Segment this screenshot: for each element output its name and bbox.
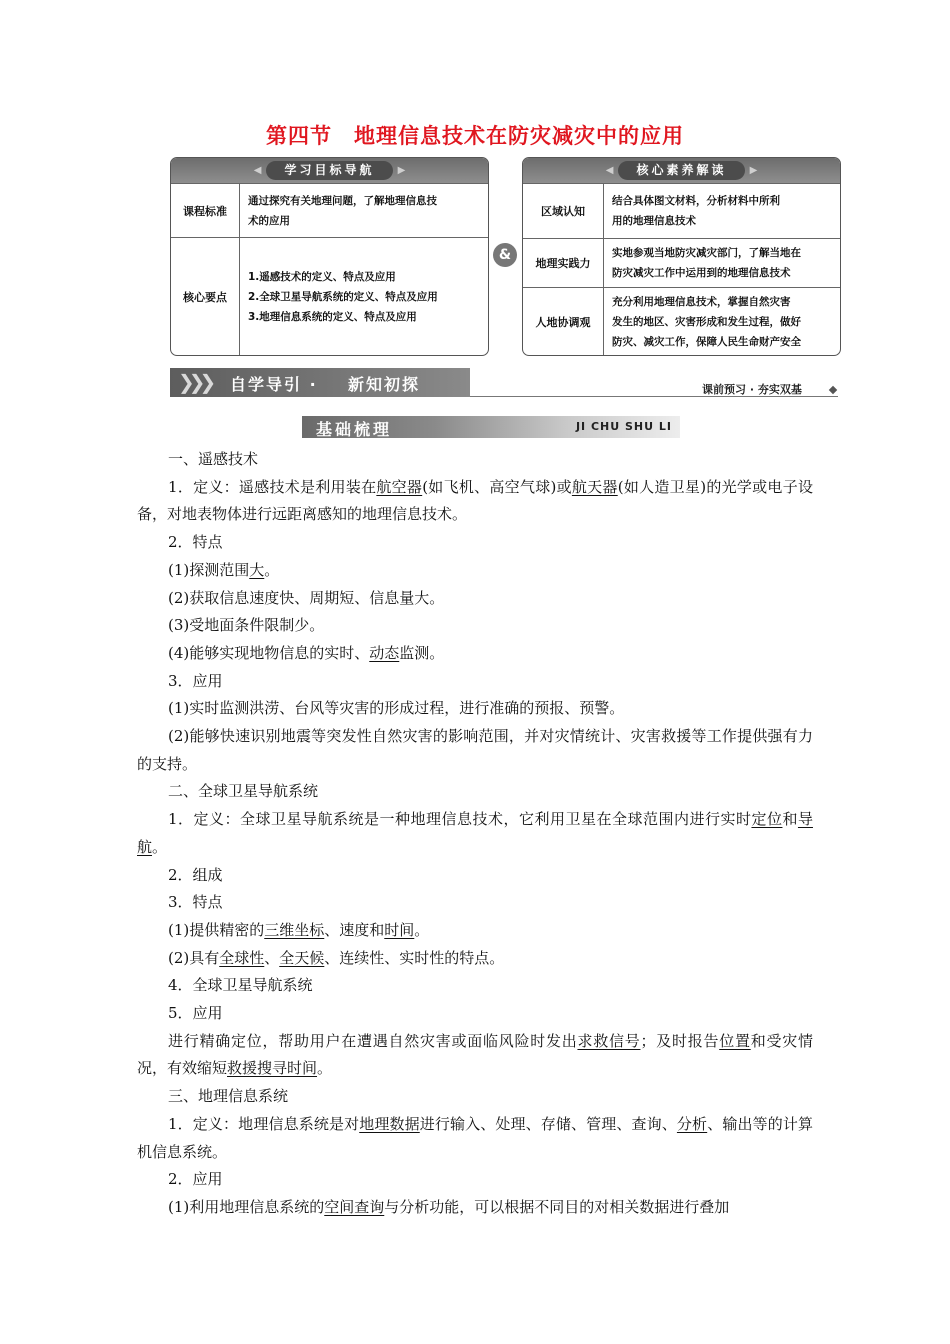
row-value — [604, 288, 840, 356]
row-line: 结合具体图文材料，分析材料中所利 — [612, 195, 780, 207]
row-line: 发生的地区、灾害形成和发生过程，做好 — [612, 316, 801, 328]
row-value — [604, 239, 840, 287]
row-line: 术的应用 — [248, 214, 290, 227]
answer-blank: 三维坐标 — [264, 920, 325, 939]
paragraph: 5．应用 — [168, 1004, 223, 1023]
subheader-title: 基础梳理 — [316, 420, 393, 439]
paragraph: 3．特点 — [168, 893, 223, 912]
page-title — [0, 120, 950, 150]
learning-goals-title: 学习目标导航 — [266, 161, 392, 180]
answer-blank: 地理数据 — [359, 1114, 420, 1133]
diamond-icon — [829, 386, 837, 394]
row-line: 防灾减灾工作中运用到的地理信息技术 — [612, 267, 791, 279]
paragraph: (1)提供精密的三维坐标、速度和时间。 — [168, 920, 430, 939]
subheader-pinyin: JI CHU SHU LI — [575, 420, 672, 433]
core-literacy-title: 核心素养解读 — [618, 161, 744, 180]
answer-blank: 航空器 — [376, 477, 423, 496]
answer-blank: 救援搜寻时间 — [227, 1059, 318, 1078]
row-key: 地理实践力 — [523, 239, 604, 287]
paragraph: 3．应用 — [168, 671, 223, 690]
paragraph: 2．特点 — [168, 533, 223, 552]
answer-blank: 导航 — [137, 810, 813, 856]
table-row — [171, 237, 488, 355]
table-row — [523, 287, 840, 356]
table-row — [523, 238, 840, 287]
paragraph: 1．定义：地理信息系统是对地理数据进行输入、处理、存储、管理、查询、分析、输出等的计算机信息系统。 — [137, 1114, 813, 1161]
learning-goals-header — [171, 158, 488, 183]
answer-blank: 求救信号 — [577, 1031, 641, 1050]
paragraph: (1)探测范围大。 — [168, 560, 280, 579]
learning-goals-panel — [170, 157, 489, 356]
paragraph: (2)具有全球性、全天候、连续性、实时性的特点。 — [168, 948, 505, 967]
answer-blank: 分析 — [676, 1114, 708, 1133]
row-key: 人地协调观 — [523, 288, 604, 356]
heading-gis: 三、地理信息系统 — [168, 1087, 289, 1106]
ampersand-icon: & — [493, 243, 517, 267]
answer-blank: 时间 — [384, 920, 415, 939]
row-key: 区域认知 — [523, 184, 604, 238]
paragraph: (3)受地面条件限制少。 — [168, 616, 325, 635]
answer-blank: 全球性 — [219, 948, 265, 967]
section-title: 地理信息技术在防灾减灾中的应用 — [354, 124, 684, 148]
paragraph: (1)利用地理信息系统的空间查询与分析功能，可以根据不同目的对相关数据进行叠加 — [168, 1197, 730, 1216]
row-line: 实地参观当地防灾减灾部门，了解当地在 — [612, 247, 801, 259]
paragraph: (2)获取信息速度快、周期短、信息量大。 — [168, 588, 445, 607]
row-line: 防灾、减灾工作，保障人民生命财产安全 — [612, 336, 801, 348]
row-line: 1.遥感技术的定义、特点及应用 — [248, 270, 396, 283]
row-line: 3.地理信息系统的定义、特点及应用 — [248, 310, 417, 323]
core-literacy-header — [523, 158, 840, 183]
banner-highlight-text: 新知初探 — [348, 375, 421, 394]
row-line: 通过探究有关地理问题，了解地理信息技 — [248, 194, 437, 207]
chevrons-icon: ❯❯❯ — [178, 370, 211, 394]
subheader-bar — [302, 416, 680, 438]
row-value — [240, 238, 488, 355]
answer-blank: 动态 — [369, 643, 400, 662]
paragraph: 2．应用 — [168, 1170, 223, 1189]
left-triangle-icon: ◀ — [605, 165, 614, 176]
answer-blank: 航天器 — [571, 477, 618, 496]
heading-remote-sensing: 一、遥感技术 — [168, 450, 259, 468]
paragraph: (2)能够快速识别地震等突发性自然灾害的影响范围，并对灾情统计、灾害救援等工作提供强有力的支持。 — [137, 727, 813, 773]
section-number: 第四节 — [266, 124, 332, 148]
core-literacy-panel — [522, 157, 841, 356]
row-key: 核心要点 — [171, 238, 240, 355]
paragraph: 1．定义：遥感技术是利用装在航空器(如飞机、高空气球)或航天器(如人造卫星)的光学或电子设备，对地表物体进行远距离感知的地理信息技术。 — [137, 477, 813, 524]
paragraph: 进行精确定位，帮助用户在遭遇自然灾害或面临风险时发出求救信号；及时报告位置和受灾情况，有效缩短救援搜寻时间。 — [137, 1031, 813, 1078]
table-row — [171, 183, 488, 237]
body-content — [137, 446, 813, 1222]
paragraph: 4．全球卫星导航系统 — [168, 976, 313, 995]
right-triangle-icon: ▶ — [397, 165, 406, 176]
row-key: 课程标准 — [171, 184, 240, 237]
row-value — [604, 184, 840, 238]
table-row — [523, 183, 840, 238]
banner-left-text: 自学导引 · — [230, 375, 318, 394]
paragraph: 2．组成 — [168, 865, 223, 884]
row-line: 充分利用地理信息技术，掌握自然灾害 — [612, 296, 791, 308]
right-triangle-icon: ▶ — [749, 165, 758, 176]
banner-right-text: 课前预习 · 夯实双基 — [702, 383, 802, 396]
answer-blank: 空间查询 — [324, 1197, 385, 1216]
row-line: 用的地理信息技术 — [612, 215, 696, 227]
paragraph: (4)能够实现地物信息的实时、动态监测。 — [168, 643, 445, 662]
answer-blank: 大 — [249, 560, 265, 579]
answer-blank: 位置 — [719, 1031, 751, 1050]
paragraph: (1)实时监测洪涝、台风等灾害的形成过程，进行准确的预报、预警。 — [168, 699, 625, 718]
section-banner — [170, 368, 470, 397]
heading-gnss: 二、全球卫星导航系统 — [168, 782, 319, 801]
answer-blank: 定位 — [751, 810, 783, 829]
left-triangle-icon: ◀ — [253, 165, 262, 176]
row-value — [240, 184, 488, 237]
answer-blank: 全天候 — [279, 948, 325, 967]
row-line: 2.全球卫星导航系统的定义、特点及应用 — [248, 290, 438, 303]
paragraph: 1．定义：全球卫星导航系统是一种地理信息技术，它利用卫星在全球范围内进行实时定位和导航。 — [137, 810, 813, 856]
